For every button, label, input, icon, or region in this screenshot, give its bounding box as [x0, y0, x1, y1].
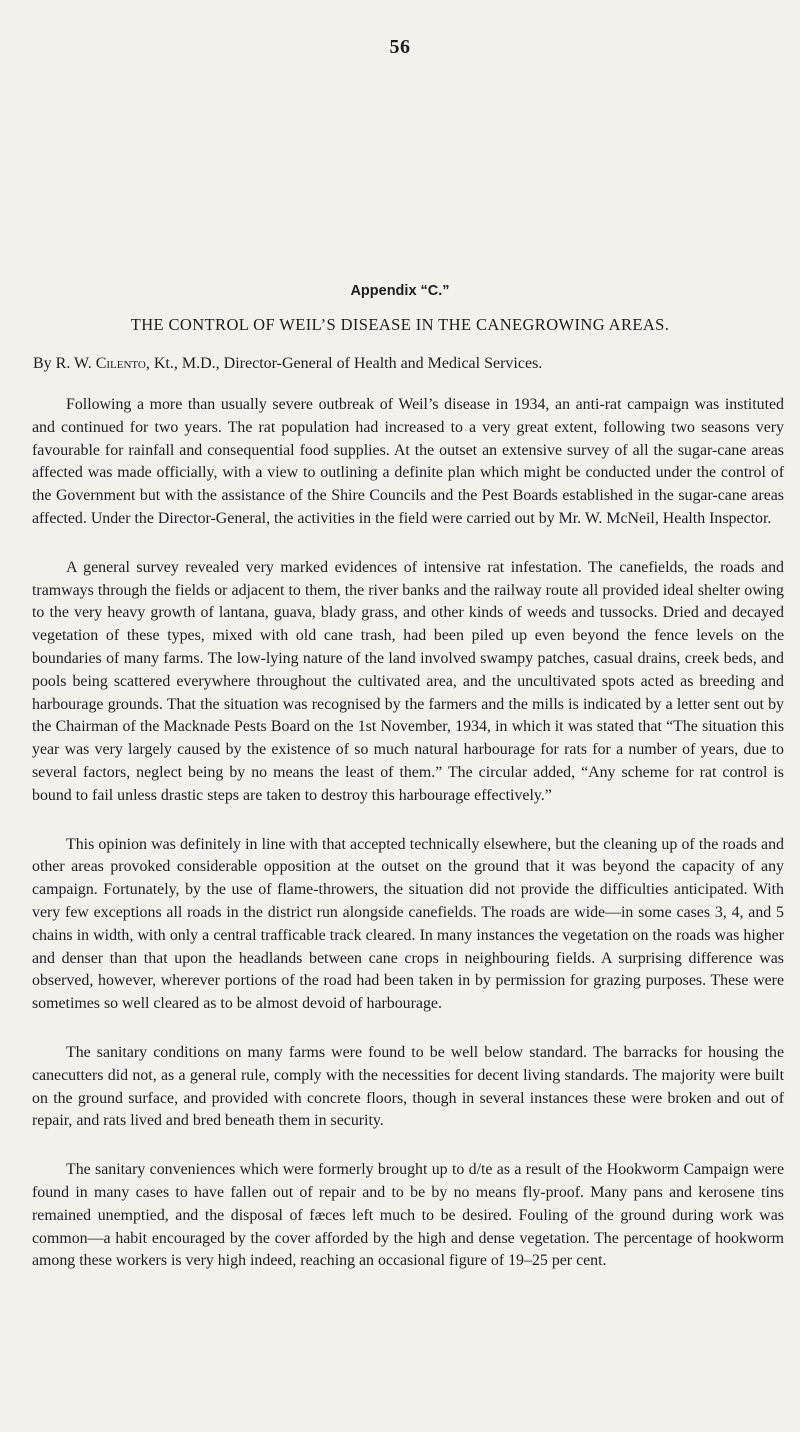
- appendix-heading: Appendix “C.”: [350, 283, 450, 299]
- byline-author: Cilento: [95, 355, 146, 372]
- page-number: 56: [389, 36, 411, 58]
- paragraph-2: A general survey revealed very marked evidences of intensive rat infestation. The canefields, the roads and tramways through the fields or adjacent to them, the river banks and the railway route all provided ideal shelter owing to the very heavy growth of lantana, guava, blady grass, and other kinds of weeds and tussocks. Dried and decayed vegetation of these types, mixed with old cane trash, had been piled up even beyond the fence levels on the boundaries of many farms. The low-lying nature of the land involved swampy patches, casual drains, creek beds, and pools being scattered everywhere throughout the cultivated area, and the uncultivated spots acted as breeding and harbourage grounds. That the situation was recognised by the farmers and the mills is indicated by a letter sent out by the Chairman of the Macknade Pests Board on the 1st November, 1934, in which it was stated that “The situation this year was very largely caused by the existence of so much natural harbourage for rats for a number of years, due to several factors, neglect being by no means the least of them.” The circular added, “Any scheme for rat control is bound to fail unless drastic steps are taken to destroy this harbourage effectively.”: [32, 558, 784, 804]
- paragraph-5: The sanitary conveniences which were formerly brought up to d/te as a result of the Hookworm Campaign were found in many cases to have fallen out of repair and to be by no means fly-proof. Many pans and kerosene tins remained unemptied, and the disposal of fæces left much to be desired. Fouling of the ground during work was common—a habit encouraged by the cover afforded by the high and dense vegetation. The percentage of hookworm among these workers is very high indeed, reaching an occasional figure of 19–25 per cent.: [32, 1161, 784, 1270]
- byline: [33, 355, 783, 373]
- paragraph-4: The sanitary conditions on many farms were found to be well below standard. The barracks for housing the canecutters did not, as a general rule, comply with the necessities for decent living standards. The majority were built on the ground surface, and provided with concrete floors, though in several instances these were broken and out of repair, and rats lived and bred beneath them in security.: [32, 1043, 784, 1130]
- paragraph-3: This opinion was definitely in line with that accepted technically elsewhere, but the cleaning up of the roads and other areas provoked considerable opposition at the outset on the ground that it was beyond the capacity of any campaign. Fortunately, by the use of flame-throwers, the situation did not provide the difficulties anticipated. With very few exceptions all roads in the district run alongside canefields. The roads are wide—in some cases 3, 4, and 5 chains in width, with only a central trafficable track cleared. In many instances the vegetation on the roads was higher and denser than that upon the headlands between cane crops in neighbouring fields. A surprising difference was observed, however, wherever portions of the road had been taken in by permission for grazing purposes. These were sometimes so well cleared as to be almost devoid of harbourage.: [32, 835, 784, 1013]
- byline-prefix: By R. W.: [33, 355, 92, 372]
- byline-suffix: , Kt., M.D., Director-General of Health and Medical Services.: [145, 355, 543, 372]
- article-body: [32, 382, 784, 1299]
- paragraph-1: Following a more than usually severe outbreak of Weil’s disease in 1934, an anti-rat campaign was instituted and continued for two years. The rat population had increased to a very great extent, following two seasons very favourable for rainfall and consequential food supplies. At the outset an extensive survey of all the sugar-cane areas affected was made officially, with a view to outlining a definite plan which might be conducted under the control of the Government but with the assistance of the Shire Councils and the Pest Boards established in the sugar-cane areas affected. Under the Director-General, the activities in the field were carried out by Mr. W. McNeil, Health Inspector.: [32, 396, 784, 527]
- article-title: THE CONTROL OF WEIL’S DISEASE IN THE CANEGROWING AREAS.: [130, 315, 670, 334]
